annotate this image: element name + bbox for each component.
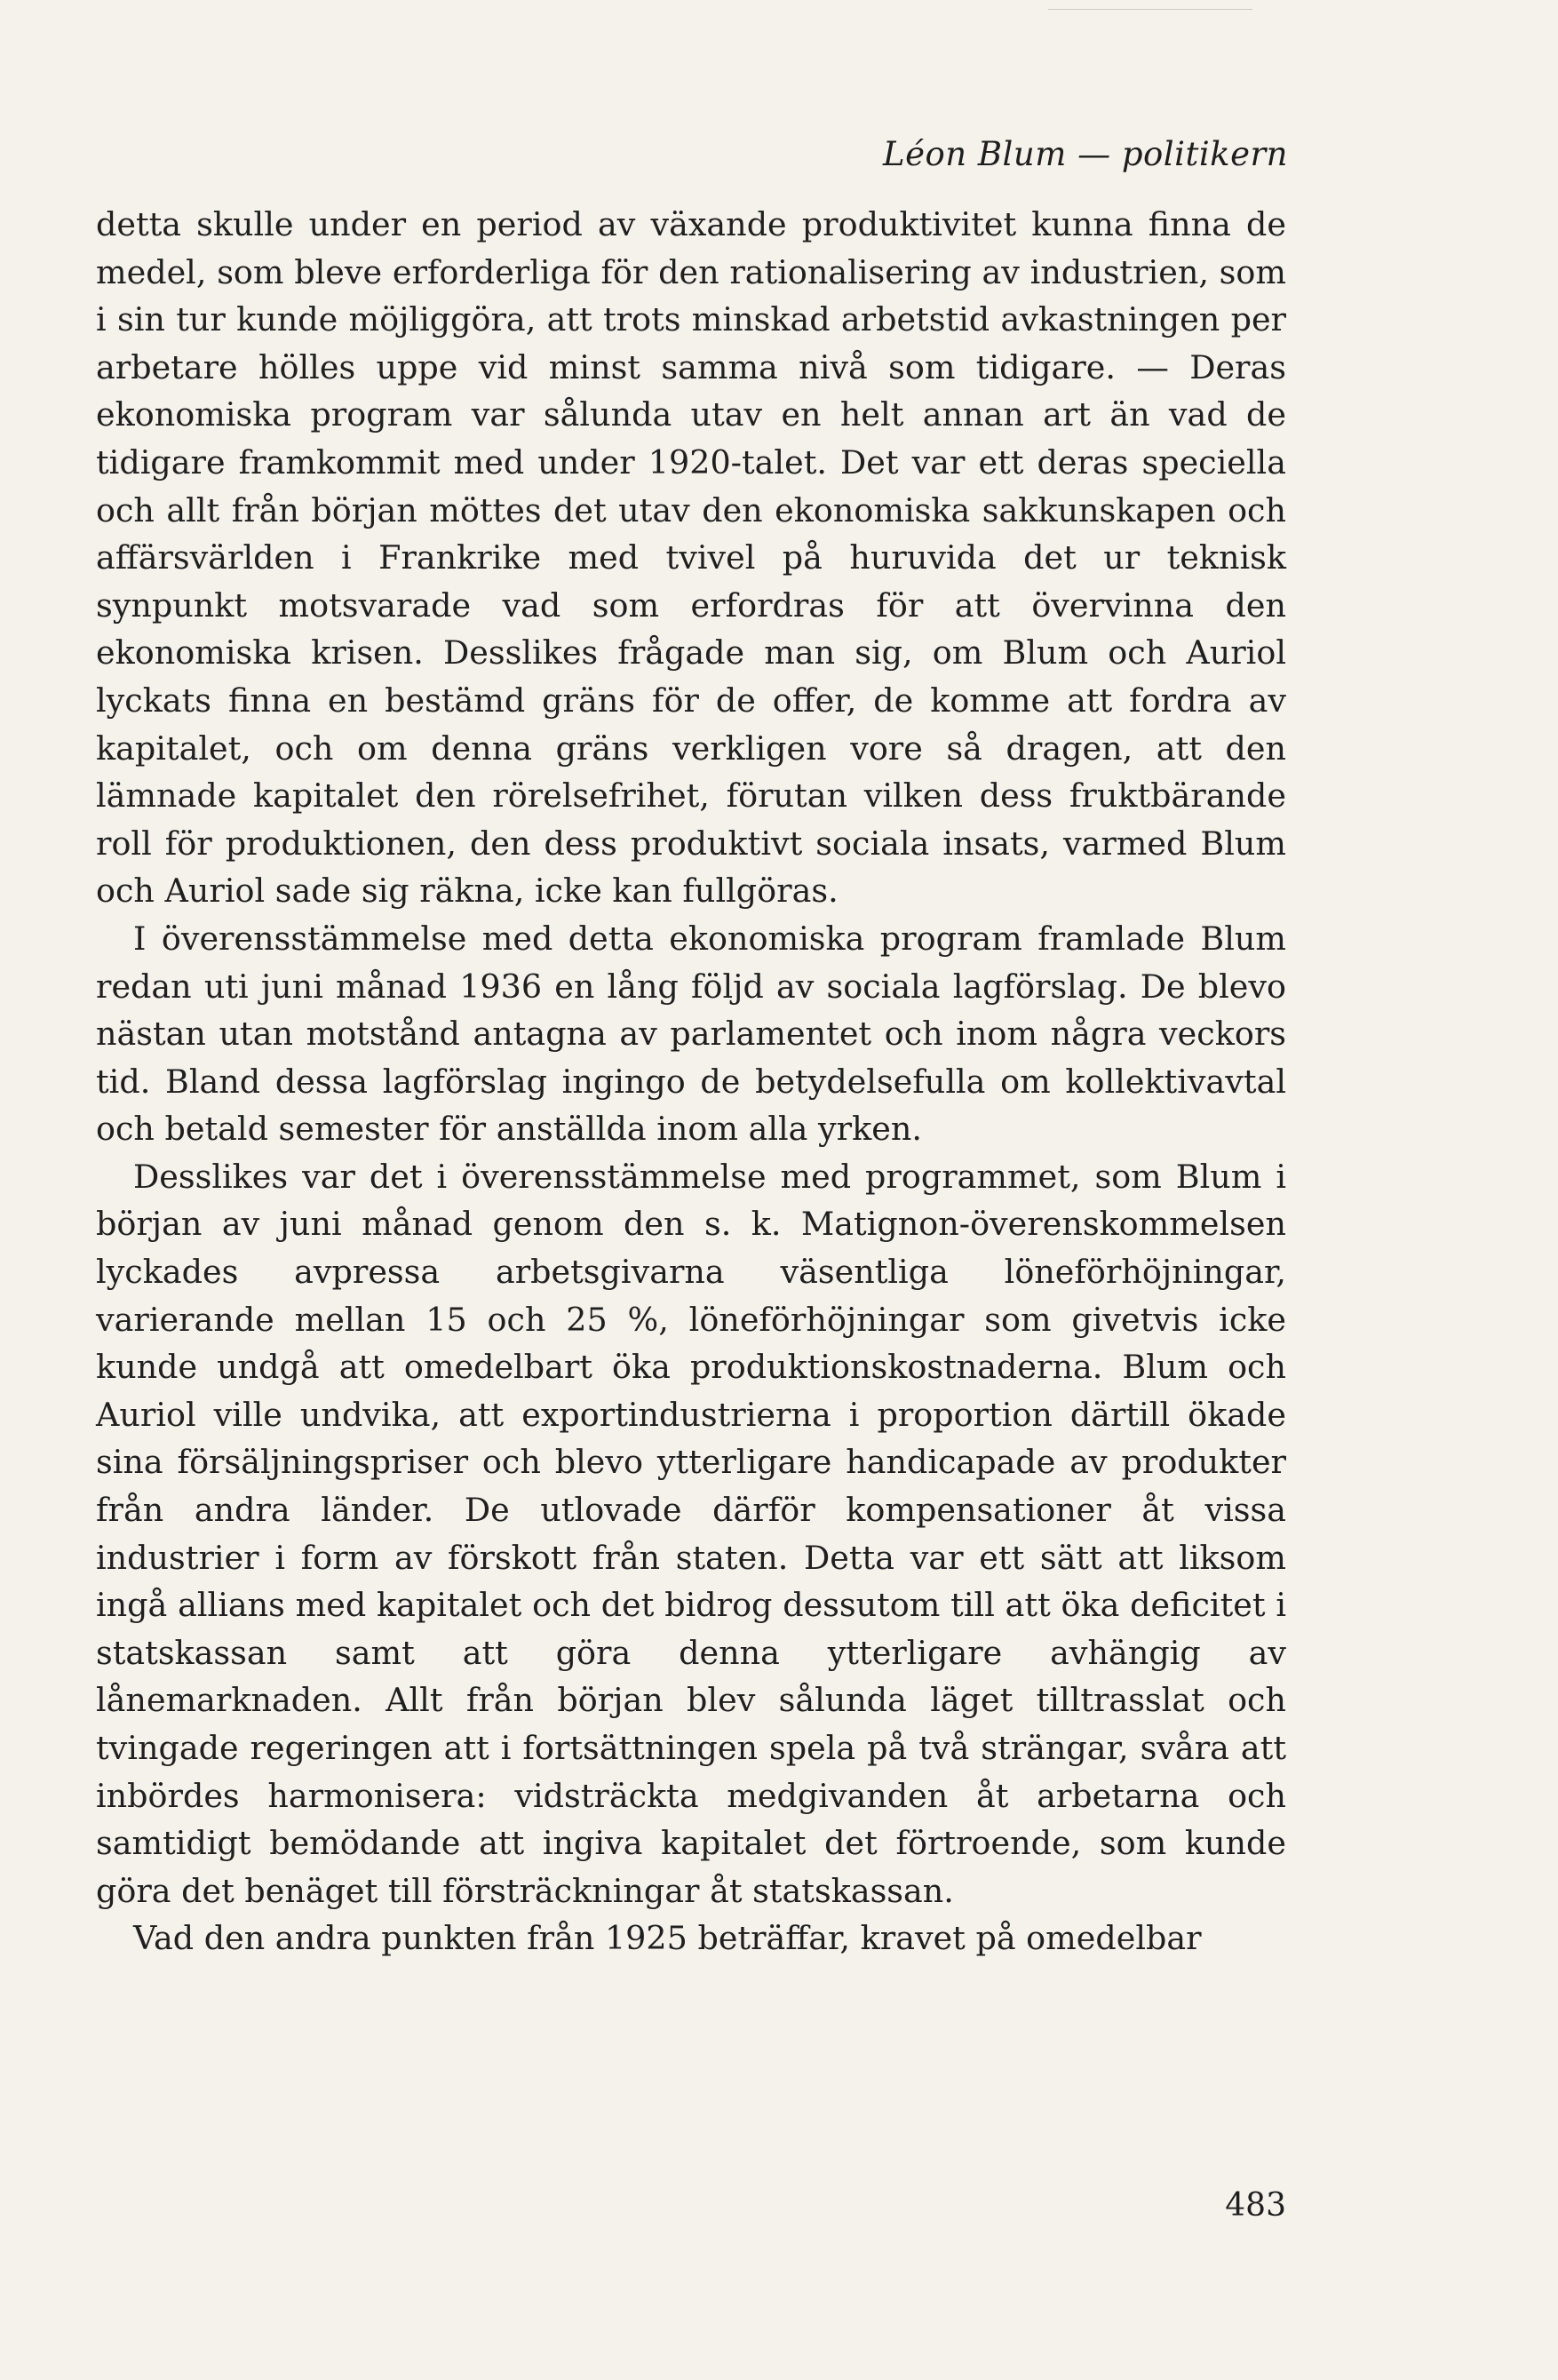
- paragraph-2: I överensstämmelse med detta ekonomiska program framlade Blum redan uti juni månad 1936 en lång följd av sociala lagförslag. De blevo nästan utan motstånd antagna av parlamentet och inom några veckors tid. Bland dessa lagförslag ingingo de betydelsefulla om kollektivavtal och betald semester för anställda inom alla yrken.: [96, 919, 1286, 1149]
- page-number: 483: [1225, 2187, 1286, 2224]
- paragraph-4: Vad den andra punkten från 1925 beträffar, kravet på omedelbar: [133, 1919, 1202, 1958]
- paragraph-1: detta skulle under en period av växande produktivitet kunna finna de medel, som bleve erforderliga för den rationalisering av industrien, som i sin tur kunde möjliggöra, att trots minskad arbetstid avkastningen per arbetare hölles uppe vid minst samma nivå som tidigare. — Deras ekonomiska program var sålunda utav en helt annan art än vad de tidigare framkommit med under 1920-talet. Det var ett deras speciella och allt från början möttes det utav den ekonomiska sakkunskapen och affärsvärlden i Frankrike med tvivel på huruvida det ur teknisk synpunkt motsvarade vad som erfordras för att övervinna den ekonomiska krisen. Desslikes frågade man sig, om Blum och Auriol lyckats finna en bestämd gräns för de offer, de komme att fordra av kapitalet, och om denna gräns verkligen vore så dragen, att den lämnade kapitalet den rörelsefrihet, förutan vilken dess fruktbärande roll för produktionen, den dess produktivt sociala insats, varmed Blum och Auriol sade sig räkna, icke kan fullgöras.: [96, 205, 1286, 911]
- top-edge-rule: [1048, 9, 1252, 10]
- running-head: Léon Blum — politikern: [883, 135, 1288, 173]
- paragraph-3: Desslikes var det i överensstämmelse med programmet, som Blum i början av juni månad genom den s. k. Matignon-överenskommelsen lyckades avpressa arbetsgivarna väsentliga löneförhöjningar, varierande mellan 15 och 25 %, löneförhöjningar som givetvis icke kunde undgå att omedelbart öka produktionskostnaderna. Blum och Auriol ville undvika, att exportindustrierna i proportion därtill ökade sina försäljningspriser och blevo ytterligare handicapade av produkter från andra länder. De utlovade därför kompensationer åt vissa industrier i form av förskott från staten. Detta var ett sätt att liksom ingå allians med kapitalet och det bidrog dessutom till att öka deficitet i statskassan samt att göra denna ytterligare avhängig av lånemarknaden. Allt från början blev sålunda läget tilltrasslat och tvingade regeringen att i fortsättningen spela på två strängar, svåra att inbördes harmonisera: vidsträckta medgivanden åt arbetarna och samtidigt bemödande att ingiva kapitalet det förtroende, som kunde göra det benäget till försträckningar åt statskassan.: [96, 1157, 1286, 1910]
- body-text: [96, 201, 1286, 1962]
